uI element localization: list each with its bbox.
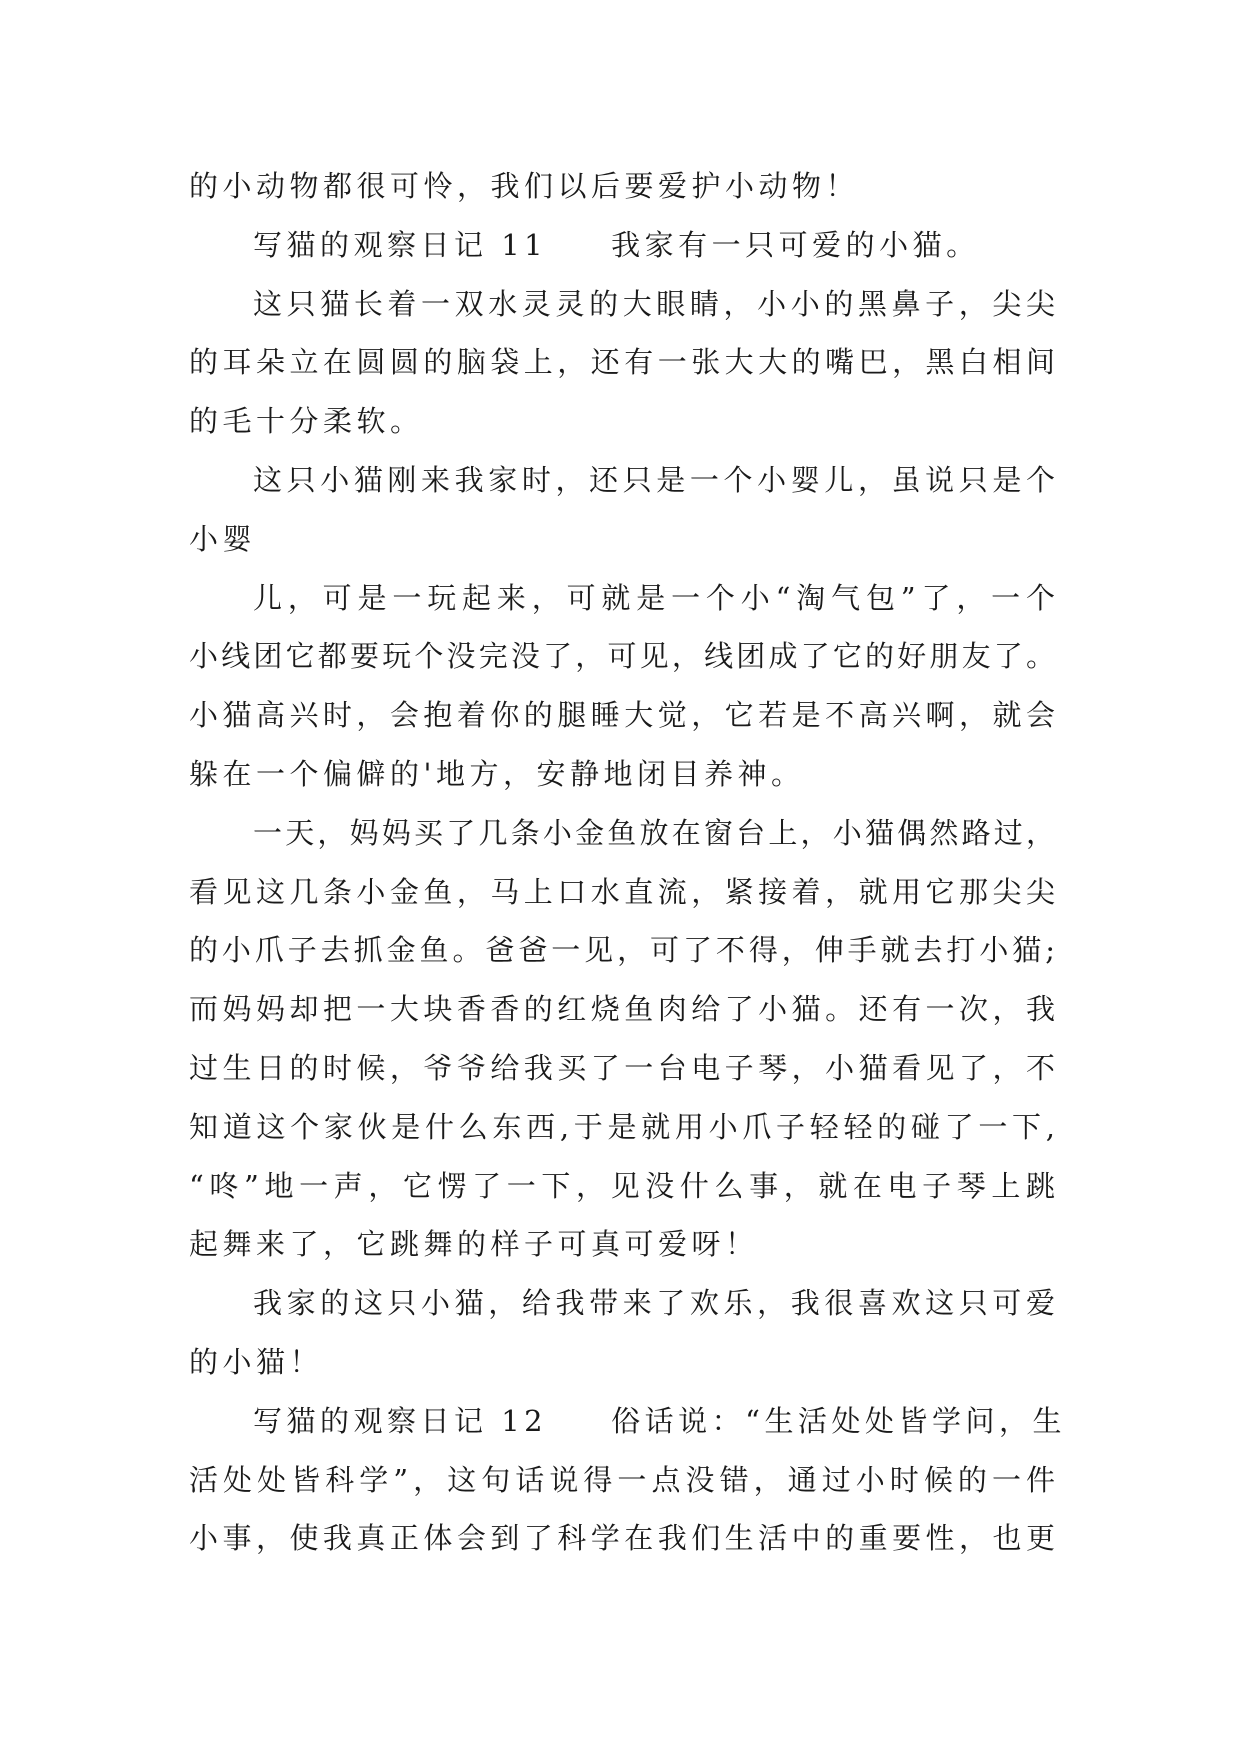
text-line: 儿，可是一玩起来，可就是一个小“淘气包”了，一个 [253, 580, 1055, 615]
text-line: “咚”地一声，它愣了一下，见没什么事，就在电子琴上跳 [189, 1168, 1055, 1203]
document-body [189, 157, 1066, 1568]
text-line: 一天，妈妈买了几条小金鱼放在窗台上，小猫偶然路过， [253, 815, 1055, 850]
text-line: 的小动物都很可怜，我们以后要爱护小动物！ [189, 169, 860, 203]
text-line: 看见这几条小金鱼，马上口水直流，紧接着，就用它那尖尖 [189, 874, 1055, 909]
text-line: 这只猫长着一双水灵灵的大眼睛，小小的黑鼻子，尖尖 [253, 286, 1055, 321]
text-line: 起舞来了，它跳舞的样子可真可爱呀！ [189, 1227, 759, 1262]
text-line: 小婴 [189, 521, 257, 556]
text-line: 的毛十分柔软。 [189, 404, 424, 439]
text-line: 俗话说：“生活处处皆学问，生 [611, 1403, 1066, 1438]
text-line: 小线团它都要玩个没完没了，可见，线团成了它的好朋友了。 [189, 639, 1055, 674]
text-line: 我家的这只小猫，给我带来了欢乐，我很喜欢这只可爱 [253, 1286, 1055, 1321]
text-line: 而妈妈却把一大块香香的红烧鱼肉给了小猫。还有一次，我 [189, 992, 1055, 1027]
diary-heading-11: 写猫的观察日记 11 [253, 227, 548, 262]
diary-heading-line [189, 216, 1055, 275]
diary-heading-12: 写猫的观察日记 12 [253, 1403, 548, 1438]
text-line: 这只小猫刚来我家时，还只是一个小婴儿，虽说只是个 [253, 462, 1055, 497]
text-line: 小事，使我真正体会到了科学在我们生活中的重要性，也更 [189, 1521, 1055, 1556]
text-line: 小猫高兴时，会抱着你的腿睡大觉，它若是不高兴啊，就会 [189, 698, 1055, 733]
text-line: 躲在一个偏僻的'地方，安静地闭目养神。 [189, 756, 805, 791]
text-line: 的小猫！ [189, 1344, 324, 1379]
text-line: 的小爪子去抓金鱼。爸爸一见，可了不得，伸手就去打小猫; [189, 933, 1055, 968]
text-line: 的耳朵立在圆圆的脑袋上，还有一张大大的嘴巴，黑白相间 [189, 345, 1055, 380]
text-line: 我家有一只可爱的小猫。 [611, 227, 980, 262]
diary-heading-line [189, 1392, 1066, 1451]
text-line: 知道这个家伙是什么东西,于是就用小爪子轻轻的碰了一下, [189, 1109, 1055, 1144]
text-line: 活处处皆科学”，这句话说得一点没错，通过小时候的一件 [189, 1462, 1055, 1497]
text-line: 过生日的时候，爷爷给我买了一台电子琴，小猫看见了，不 [189, 1050, 1055, 1085]
